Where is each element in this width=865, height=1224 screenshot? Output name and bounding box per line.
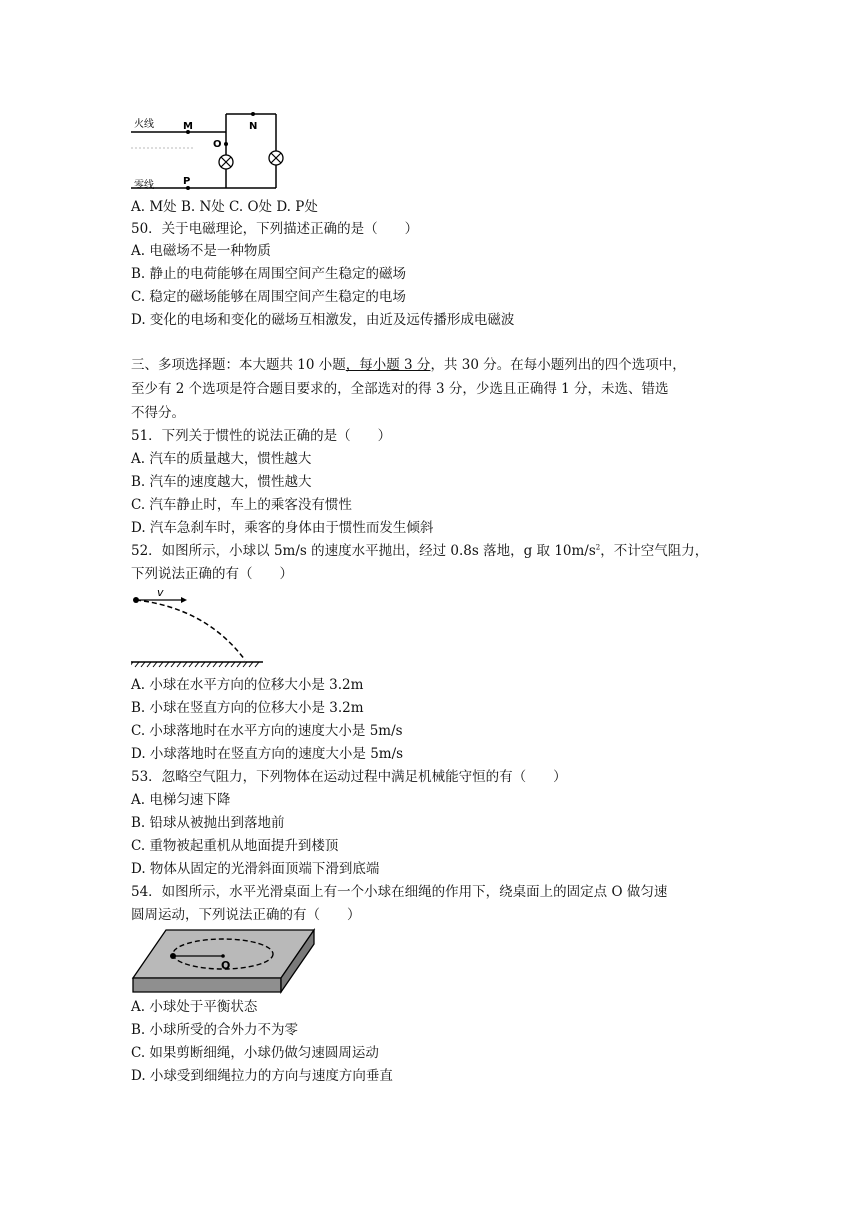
q51-option-c: C. 汽车静止时，车上的乘客没有惯性 [131, 497, 352, 513]
lamp-icon [269, 151, 283, 165]
q50-option-b: B. 静止的电荷能够在周围空间产生稳定的磁场 [131, 266, 407, 282]
velocity-label: v [157, 590, 164, 599]
q52-stem-text: ，不计空气阻力， [600, 543, 709, 559]
lamp-icon [219, 155, 233, 169]
q52-stem-text: 52．如图所示，小球以 5m/s 的速度水平抛出，经过 0.8s 落地，g 取 10m/s [131, 543, 596, 559]
q54-option-b: B. 小球所受的合外力不为零 [131, 1022, 299, 1038]
q53-option-b: B. 铅球从被抛出到落地前 [131, 815, 285, 831]
section3-instructions: 不得分。 [131, 405, 185, 421]
q51-option-d: D. 汽车急刹车时，乘客的身体由于惯性而发生倾斜 [131, 520, 434, 536]
point-p-label: P [183, 176, 191, 187]
q52-option-d: D. 小球落地时在竖直方向的速度大小是 5m/s [131, 746, 404, 762]
q49-options: A. M处 B. N处 C. O处 D. P处 [131, 199, 318, 215]
q52-stem-line2: 下列说法正确的有（ ） [131, 566, 293, 582]
superscript: 2 [595, 543, 601, 552]
section3-text: 三、多项选择题：本大题共 10 小题 [131, 357, 346, 373]
point-n-label: N [249, 121, 258, 132]
section3-underlined-text: ，每小题 3 分 [345, 357, 431, 373]
circuit-diagram [131, 108, 291, 194]
section3-text: ，共 30 分。在每小题列出的四个选项中， [430, 357, 686, 373]
q51-stem: 51．下列关于惯性的说法正确的是（ ） [131, 428, 392, 444]
q52-stem [131, 541, 708, 561]
neutral-wire-label: 零线 [134, 180, 154, 191]
q54-stem: 54．如图所示，水平光滑桌面上有一个小球在细绳的作用下，绕桌面上的固定点 O 做匀速 [131, 884, 668, 900]
q53-option-d: D. 物体从固定的光滑斜面顶端下滑到底端 [131, 861, 380, 877]
q54-stem-line2: 圆周运动，下列说法正确的有（ ） [131, 907, 361, 923]
q52-option-c: C. 小球落地时在水平方向的速度大小是 5m/s [131, 723, 403, 739]
section3-instructions: 至少有 2 个选项是符合题目要求的，全部选对的得 3 分，少选且正确得 1 分，未选、错选 [131, 381, 669, 397]
live-wire-label: 火线 [134, 119, 154, 130]
q54-option-a: A. 小球处于平衡状态 [131, 999, 258, 1015]
q53-option-c: C. 重物被起重机从地面提升到楼顶 [131, 838, 339, 854]
q51-option-b: B. 汽车的速度越大，惯性越大 [131, 474, 312, 490]
q52-option-b: B. 小球在竖直方向的位移大小是 3.2m [131, 700, 364, 716]
q52-option-a: A. 小球在水平方向的位移大小是 3.2m [131, 677, 364, 693]
q50-option-a: A. 电磁场不是一种物质 [131, 243, 271, 259]
q50-stem: 50．关于电磁理论，下列描述正确的是（ ） [131, 221, 419, 237]
point-m-label: M [183, 121, 193, 132]
center-point-label: O [221, 959, 231, 972]
point-o-label: O [213, 139, 222, 150]
q54-option-d: D. 小球受到细绳拉力的方向与速度方向垂直 [131, 1068, 393, 1084]
q54-option-c: C. 如果剪断细绳，小球仍做匀速圆周运动 [131, 1045, 379, 1061]
q53-option-a: A. 电梯匀速下降 [131, 792, 231, 808]
q50-option-d: D. 变化的电场和变化的磁场互相激发，由近及远传播形成电磁波 [131, 312, 515, 328]
q51-option-a: A. 汽车的质量越大，惯性越大 [131, 451, 312, 467]
projectile-diagram [131, 590, 266, 670]
section3-heading [131, 355, 686, 375]
q50-option-c: C. 稳定的磁场能够在周围空间产生稳定的电场 [131, 289, 406, 305]
circular-motion-diagram [131, 928, 316, 996]
q53-stem: 53．忽略空气阻力，下列物体在运动过程中满足机械能守恒的有（ ） [131, 769, 567, 785]
